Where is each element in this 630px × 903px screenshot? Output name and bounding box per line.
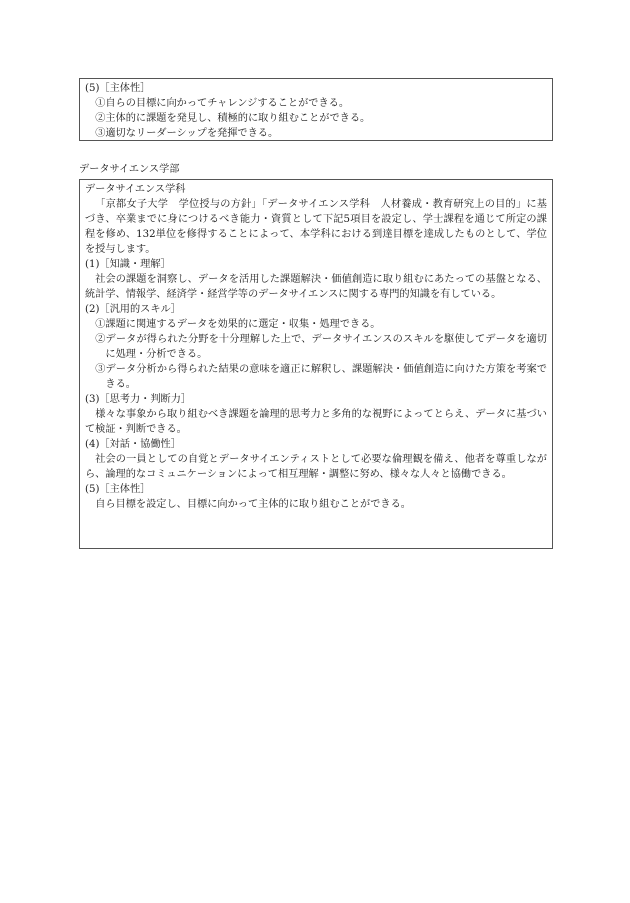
section-heading: (3)［思考力・判断力］	[85, 394, 192, 405]
list-item: ②主体的に課題を発見し、積極的に取り組むことができる。	[95, 113, 371, 124]
section-heading: (2)［汎用的スキル］	[85, 304, 181, 315]
section-heading: (5)［主体性］	[85, 484, 151, 495]
major-title: データサイエンス学科	[85, 184, 186, 195]
policy-box-data-science	[79, 179, 553, 549]
list-item: ①自らの目標に向かってチャレンジすることができる。	[95, 98, 350, 109]
section-text: 様々な事象から取り組むべき課題を論理的思考力と多角的な視野によってとらえ、データに基づいて検証・判断できる。	[85, 409, 547, 435]
section-heading: (4)［対話・協働性］	[85, 439, 181, 450]
list-item: ③適切なリーダーシップを発揮できる。	[95, 128, 279, 139]
intro-paragraph: 「京都女子大学 学位授与の方針」「データサイエンス学科 人材養成・教育研究上の目的」に基づき、卒業までに身につけるべき能力・資質として下記5項目を設定し、学士課程を通じて所定の課程を修め、132単位を修得することによって、本学科における到達目標を達成したものとして、学位を授与します。	[85, 199, 547, 255]
section-heading: (5)［主体性］	[85, 83, 151, 94]
section-text: 社会の課題を洞察し、データを活用した課題解決・価値創造に取り組むにあたっての基盤となる、統計学、情報学、経済学・経営学等のデータサイエンスに関する専門的知識を有している。	[85, 274, 547, 300]
section-text: 社会の一員としての自覚とデータサイエンティストとして必要な倫理観を備え、他者を尊重しながら、論理的なコミュニケーションによって相互理解・調整に努め、様々な人々と協働できる。	[85, 454, 547, 480]
section-heading: (1)［知識・理解］	[85, 259, 171, 270]
list-item: ①課題に関連するデータを効果的に選定・収集・処理できる。	[95, 319, 381, 330]
department-title: データサイエンス学部	[79, 164, 180, 175]
policy-box-previous	[79, 78, 553, 141]
section-text: 自ら目標を設定し、目標に向かって主体的に取り組むことができる。	[95, 499, 411, 510]
list-item: ③データ分析から得られた結果の意味を適正に解釈し、課題解決・価値創造に向けた方策を考案できる。	[95, 364, 547, 390]
list-item: ②データが得られた分野を十分理解した上で、データサイエンスのスキルを駆使してデータを適切に処理・分析できる。	[95, 334, 547, 360]
